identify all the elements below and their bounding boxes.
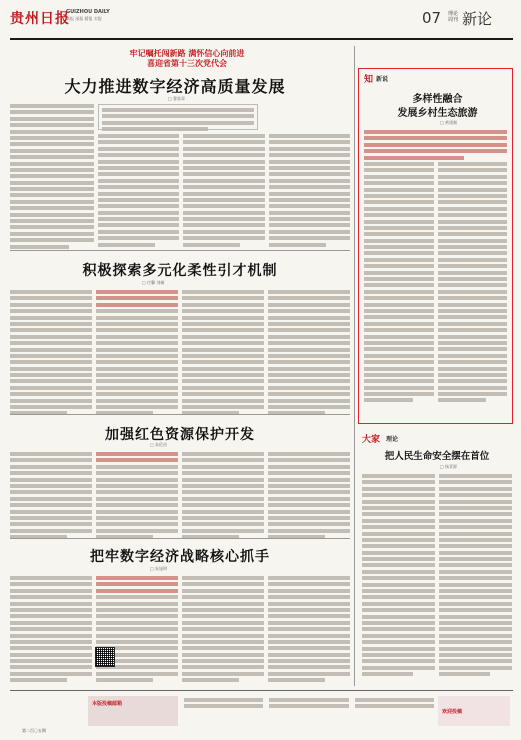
article4-body [10, 576, 350, 685]
divider [10, 414, 350, 415]
column-tag-sub-2: 理论 [386, 436, 399, 443]
newspaper-logo-english: GUIZHOU DAILY [66, 9, 110, 15]
section-name-small: 理论周刊 [448, 11, 459, 23]
newspaper-slogan: 真报 深报 精报 实报 [66, 16, 102, 21]
footer-article-index [184, 698, 434, 711]
article2-body [10, 290, 350, 418]
article2-byline: □ 付馨 刘娴 [142, 280, 165, 285]
column-tag-sub: 新说 [376, 76, 389, 83]
highlighted-title-line1: 多样性融合 [412, 94, 463, 105]
column-tag-main: 知 [364, 75, 374, 85]
masthead [10, 6, 513, 40]
right-article-byline: □ 杨青源 [440, 464, 458, 469]
article3-body [10, 452, 350, 541]
highlighted-title-line2: 发展乡村生态旅游 [397, 108, 478, 119]
article3-title: 加强红色资源保护开发 [105, 427, 255, 443]
divider [10, 250, 350, 251]
article4-title: 把牢数字经济战略核心抓手 [90, 549, 270, 565]
lead-kicker-line1: 牢记嘱托闯新路 满怀信心向前进 [129, 48, 245, 58]
article3-byline: □ 朱伦昌 [150, 442, 168, 447]
column-tag-main-2: 大家 [362, 435, 381, 445]
lead-byline: □ 曹富章 [168, 96, 186, 101]
lead-body-columns [98, 134, 350, 249]
footer-box-title: 本版投稿邮箱 [92, 701, 123, 707]
lead-abstract [98, 104, 258, 130]
footer-welcome-title: 欢迎投稿 [442, 709, 463, 715]
lead-body-left [10, 104, 94, 251]
column-divider [354, 46, 355, 686]
issue-label: 第二百〇五期 [22, 728, 46, 733]
lead-kicker-line2: 喜迎省第十三次党代会 [147, 58, 227, 68]
highlighted-body [364, 162, 507, 405]
newspaper-logo: 贵州日报 [10, 11, 70, 27]
page-number: 07 [422, 9, 442, 27]
right-article-title: 把人民生命安全摆在首位 [384, 451, 490, 462]
article2-title: 积极探索多元化柔性引才机制 [82, 263, 278, 279]
highlighted-byline: □ 黄建湘 [440, 120, 458, 125]
section-name: 新论 [462, 10, 493, 28]
right-article-body [362, 474, 512, 679]
highlighted-abstract [364, 130, 507, 162]
lead-title: 大力推进数字经济高质量发展 [64, 77, 286, 96]
qr-code-icon [95, 647, 115, 667]
divider [10, 538, 350, 539]
lead-kicker [112, 48, 262, 68]
article4-byline: □ 朱旭明 [150, 566, 168, 571]
